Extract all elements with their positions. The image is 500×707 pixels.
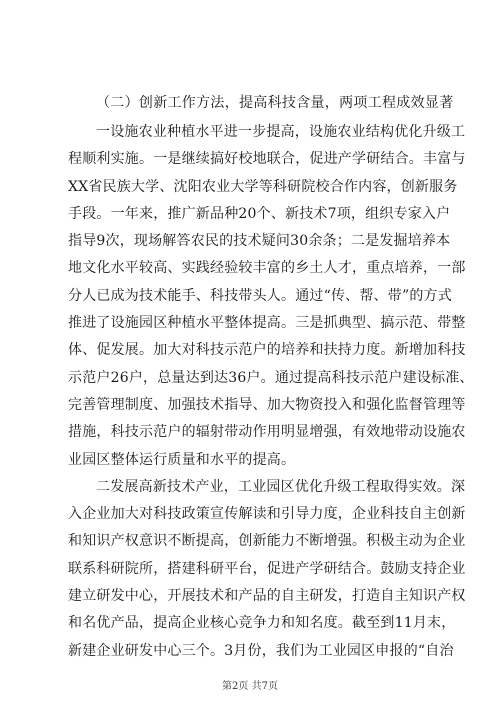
section-heading: （二）创新工作方法，提高科技含量，两项工程成效显著: [96, 95, 454, 111]
paragraph-line: 完善管理制度、加强技术指导、加大物资投入和强化监督管理等: [68, 396, 466, 413]
paragraph-line: XX省民族大学、沈阳农业大学等科研院校合作内容，创新服务: [68, 178, 458, 195]
paragraph-line: 程顺利实施。一是继续搞好校地联合，促进产学研结合。丰富与: [68, 151, 466, 168]
paragraph-line: 手段。一年来，推广新品种20个、新技术7项，组织专家入户: [68, 205, 451, 222]
paragraph-line: 联系科研院所，搭建科研平台，促进产学研结合。鼓励支持企业: [68, 560, 466, 577]
paragraph-line: 和名优产品，提高企业核心竞争力和知名度。截至到11月末，: [68, 615, 456, 632]
paragraph-line: 分人已成为技术能手、科技带头人。通过“传、帮、带”的方式: [68, 287, 452, 304]
page-number-footer: 第2页 共7页: [222, 681, 278, 692]
paragraph-line: 措施，科技示范户的辐射带动作用明显增强，有效地带动设施农: [68, 424, 466, 441]
paragraph-line: 地文化水平较高、实践经验较丰富的乡土人才，重点培养，一部: [68, 260, 466, 277]
paragraph-line: 建立研发中心，开展技术和产品的自主研发，打造自主知识产权: [68, 588, 466, 605]
paragraph-line: 二发展高新技术产业，工业园区优化升级工程取得实效。深: [96, 478, 466, 495]
paragraph-line: 入企业加大对科技政策宣传解读和引导力度，企业科技自主创新: [68, 506, 466, 523]
paragraph-line: 一设施农业种植水平进一步提高，设施农业结构优化升级工: [96, 124, 466, 140]
paragraph-line: 指导9次，现场解答农民的技术疑问30余条；二是发掘培养本: [68, 233, 451, 250]
paragraph-line: 推进了设施园区种植水平整体提高。三是抓典型、搞示范、带整: [68, 315, 466, 332]
paragraph-line: 示范户26户，总量达到达36户。通过提高科技示范户建设标准、: [68, 369, 474, 386]
paragraph-line: 新建企业研发中心三个。3月份，我们为工业园区申报的“自治: [68, 642, 454, 659]
paragraph-line: 体、促发展。加大对科技示范户的培养和扶持力度。新增加科技: [68, 342, 466, 359]
paragraph-line: 和知识产权意识不断提高，创新能力不断增强。积极主动为企业: [68, 533, 466, 550]
body-text: [68, 119, 474, 665]
paragraph-line: 业园区整体运行质量和水平的提高。: [68, 451, 296, 468]
